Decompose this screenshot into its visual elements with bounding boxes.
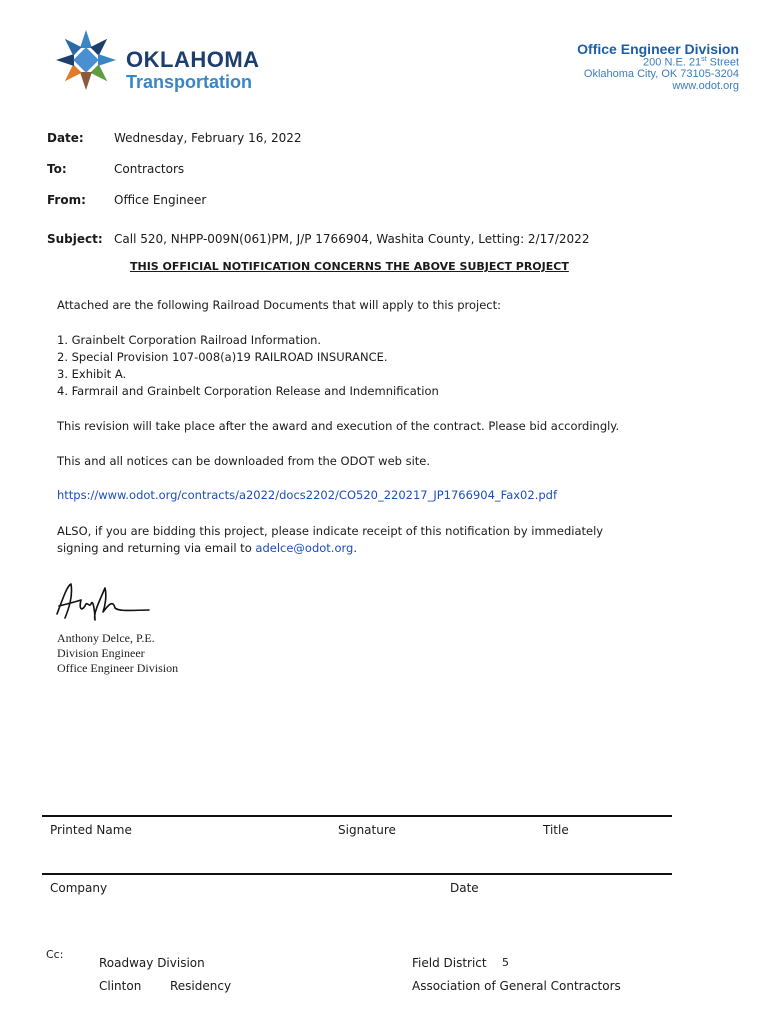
cc-clinton: Clinton xyxy=(99,979,142,993)
address-line-2: Oklahoma City, OK 73105-3204 xyxy=(583,68,739,80)
cc-agc: Association of General Contractors xyxy=(412,979,621,993)
org-name: OKLAHOMA xyxy=(126,47,260,72)
cc-roadway-division: Roadway Division xyxy=(99,956,205,970)
form-middle-line xyxy=(42,873,672,875)
intro-text: Attached are the following Railroad Documents that will apply to this project: xyxy=(57,298,502,312)
official-notice: THIS OFFICIAL NOTIFICATION CONCERNS THE ABOVE SUBJECT PROJECT xyxy=(130,260,569,273)
printed-name-label: Printed Name xyxy=(50,823,132,837)
form-top-line xyxy=(42,815,672,817)
email-link[interactable]: adelce@odot.org xyxy=(255,541,354,555)
signature-label: Signature xyxy=(338,823,396,837)
list-item: 1. Grainbelt Corporation Railroad Information. xyxy=(57,333,322,347)
website-link[interactable]: www.odot.org xyxy=(672,80,739,92)
handwritten-signature xyxy=(55,578,155,628)
cc-district-number: 5 xyxy=(502,956,509,969)
download-text: This and all notices can be downloaded from the ODOT web site. xyxy=(57,454,431,468)
signer-division: Office Engineer Division xyxy=(57,661,179,675)
cc-residency: Residency xyxy=(170,979,232,993)
list-item: 3. Exhibit A. xyxy=(57,367,127,381)
signer-title: Division Engineer xyxy=(57,646,145,660)
from-value: Office Engineer xyxy=(114,193,207,207)
cc-field-district: Field District xyxy=(412,956,487,970)
to-value: Contractors xyxy=(114,162,185,176)
subject-value: Call 520, NHPP-009N(061)PM, J/P 1766904, Washita County, Letting: 2/17/2022 xyxy=(114,232,590,246)
org-subtitle: Transportation xyxy=(126,72,253,92)
date-label: Date: xyxy=(47,131,84,145)
signer-name: Anthony Delce, P.E. xyxy=(57,631,155,645)
from-label: From: xyxy=(47,193,86,207)
cc-label: Cc: xyxy=(46,948,64,961)
address-line-1: 200 N.E. 21st Street xyxy=(643,56,739,69)
also-text-line-1: ALSO, if you are bidding this project, please indicate receipt of this notification by immediately xyxy=(57,524,604,538)
subject-label: Subject: xyxy=(47,232,103,246)
date-field-label: Date xyxy=(450,881,479,895)
to-label: To: xyxy=(47,162,67,176)
company-label: Company xyxy=(50,881,108,895)
list-item: 4. Farmrail and Grainbelt Corporation Release and Indemnification xyxy=(57,384,439,398)
title-label: Title xyxy=(543,823,569,837)
document-url-link[interactable]: https://www.odot.org/contracts/a2022/docs2202/CO520_220217_JP1766904_Fax02.pdf xyxy=(57,488,557,502)
date-value: Wednesday, February 16, 2022 xyxy=(114,131,302,145)
also-text-line-2: signing and returning via email to adelce@odot.org. xyxy=(57,541,357,555)
list-item: 2. Special Provision 107-008(a)19 RAILROAD INSURANCE. xyxy=(57,350,388,364)
revision-text: This revision will take place after the award and execution of the contract. Please bid accordingly. xyxy=(57,419,620,433)
odot-logo xyxy=(54,28,118,92)
division-title: Office Engineer Division xyxy=(577,41,739,57)
